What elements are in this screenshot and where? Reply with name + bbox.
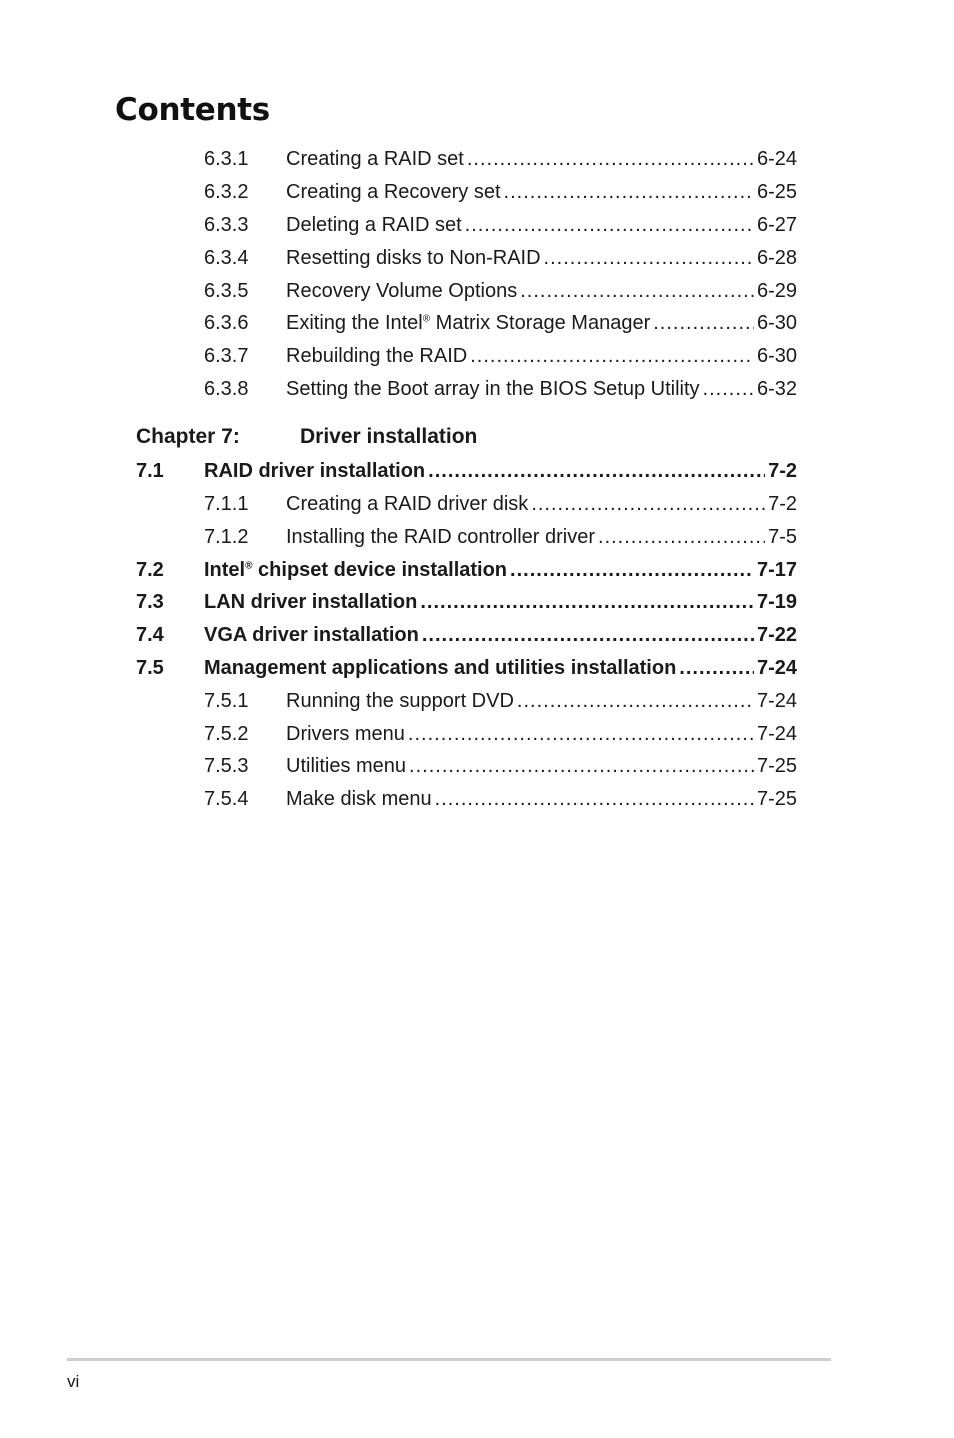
toc-entry-page: 7-22 [756,624,797,646]
toc-entry-7-1-1[interactable] [0,491,954,517]
toc-entry-7-4[interactable] [0,622,954,648]
toc-entry-title: Utilities menu [286,755,407,777]
dot-leader [435,786,754,812]
toc-entry-7-3[interactable] [0,589,954,615]
toc-entry-7-5-4[interactable] [0,786,954,812]
toc-entry-number: 7.2 [136,559,164,581]
toc-entry-page: 7-25 [756,788,797,810]
chapter-heading [0,423,954,451]
toc-entry-number: 7.4 [136,624,164,646]
toc-entry-number: 7.5.3 [204,755,249,777]
dot-leader [428,458,765,484]
toc-entry-page: 7-19 [756,591,797,613]
toc-entry-6-3-4[interactable] [0,245,954,271]
toc-entry-title: Resetting disks to Non-RAID [286,247,541,269]
toc-entry-title: Make disk menu [286,788,432,810]
dot-leader [409,753,754,779]
toc-entry-number: 7.5.1 [204,690,249,712]
toc-entry-7-2[interactable] [0,557,954,583]
dot-leader [470,343,754,369]
toc-entry-6-3-6[interactable] [0,310,954,336]
dot-leader [517,688,754,714]
toc-entry-number: 6.3.7 [204,345,249,367]
toc-entry-number: 7.1.2 [204,526,249,548]
page-title: Contents [115,92,270,128]
toc-entry-page: 7-2 [768,460,797,482]
toc-entry-6-3-7[interactable] [0,343,954,369]
toc-entry-6-3-8[interactable] [0,376,954,402]
toc-entry-7-5[interactable] [0,655,954,681]
toc-entry-7-5-2[interactable] [0,721,954,747]
chapter-name: Driver installation [300,425,478,448]
dot-leader [598,524,765,550]
registered-mark: ® [245,560,253,572]
toc-entry-title: Rebuilding the RAID [286,345,468,367]
toc-entry-title: RAID driver installation [204,460,426,482]
dot-leader [653,310,754,336]
registered-mark: ® [422,313,431,325]
toc-entry-page: 6-30 [756,312,797,334]
toc-entry-title: Intel® chipset device installation [204,559,508,581]
toc-entry-page: 7-24 [756,657,797,679]
toc-entry-page: 7-5 [768,526,797,548]
toc-entry-page: 7-24 [756,723,797,745]
toc-entry-6-3-1[interactable] [0,146,954,172]
toc-entry-number: 6.3.8 [204,378,249,400]
toc-entry-number: 6.3.2 [204,181,249,203]
chapter-label: Chapter 7: [136,425,240,448]
toc-entry-title: Deleting a RAID set [286,214,462,236]
toc-entry-number: 6.3.6 [204,312,249,334]
toc-entry-number: 7.1 [136,460,164,482]
toc-entry-title: Exiting the Intel® Matrix Storage Manager [286,312,651,334]
dot-leader [504,179,754,205]
toc-entry-page: 6-27 [756,214,797,236]
toc-entry-page: 6-24 [756,148,797,170]
toc-entry-number: 7.5.2 [204,723,249,745]
toc-entry-title: Management applications and utilities installation [204,657,677,679]
toc-entry-title: Drivers menu [286,723,405,745]
toc-entry-title: Creating a RAID set [286,148,464,170]
dot-leader [465,212,754,238]
footer-divider [67,1358,831,1361]
toc-entry-title: Installing the RAID controller driver [286,526,596,548]
toc-entry-7-5-3[interactable] [0,753,954,779]
toc-entry-page: 7-24 [756,690,797,712]
toc-entry-title: Running the support DVD [286,690,514,712]
toc-entry-page: 6-32 [756,378,797,400]
dot-leader [531,491,765,517]
toc-entry-page: 6-29 [756,280,797,302]
toc-entry-7-5-1[interactable] [0,688,954,714]
toc-entry-title: VGA driver installation [204,624,419,646]
toc-entry-6-3-2[interactable] [0,179,954,205]
toc-entry-6-3-3[interactable] [0,212,954,238]
dot-leader [510,557,754,583]
page-number: vi [67,1372,80,1391]
dot-leader [679,655,754,681]
toc-entry-page: 6-25 [756,181,797,203]
dot-leader [544,245,754,271]
toc-entry-number: 7.1.1 [204,493,249,515]
toc-entry-title: Creating a Recovery set [286,181,501,203]
toc-entry-number: 6.3.5 [204,280,249,302]
toc-entry-title: Recovery Volume Options [286,280,518,302]
toc-entry-title: Creating a RAID driver disk [286,493,529,515]
toc-entry-number: 7.5.4 [204,788,249,810]
dot-leader [422,622,754,648]
toc-entry-page: 7-25 [756,755,797,777]
toc-entry-page: 7-2 [768,493,797,515]
toc-entry-7-1-2[interactable] [0,524,954,550]
toc-entry-7-1[interactable] [0,458,954,484]
toc-entry-title: LAN driver installation [204,591,418,613]
toc-entry-page: 6-30 [756,345,797,367]
toc-entry-number: 6.3.3 [204,214,249,236]
dot-leader [520,278,754,304]
dot-leader [467,146,754,172]
toc-entry-page: 6-28 [756,247,797,269]
toc-entry-title: Setting the Boot array in the BIOS Setup Utility [286,378,700,400]
toc-entry-number: 7.3 [136,591,164,613]
toc-entry-number: 6.3.4 [204,247,249,269]
dot-leader [420,589,754,615]
toc-entry-number: 7.5 [136,657,164,679]
toc-entry-6-3-5[interactable] [0,278,954,304]
toc-entry-page: 7-17 [756,559,797,581]
toc-entry-number: 6.3.1 [204,148,249,170]
dot-leader [408,721,754,747]
dot-leader [703,376,754,402]
